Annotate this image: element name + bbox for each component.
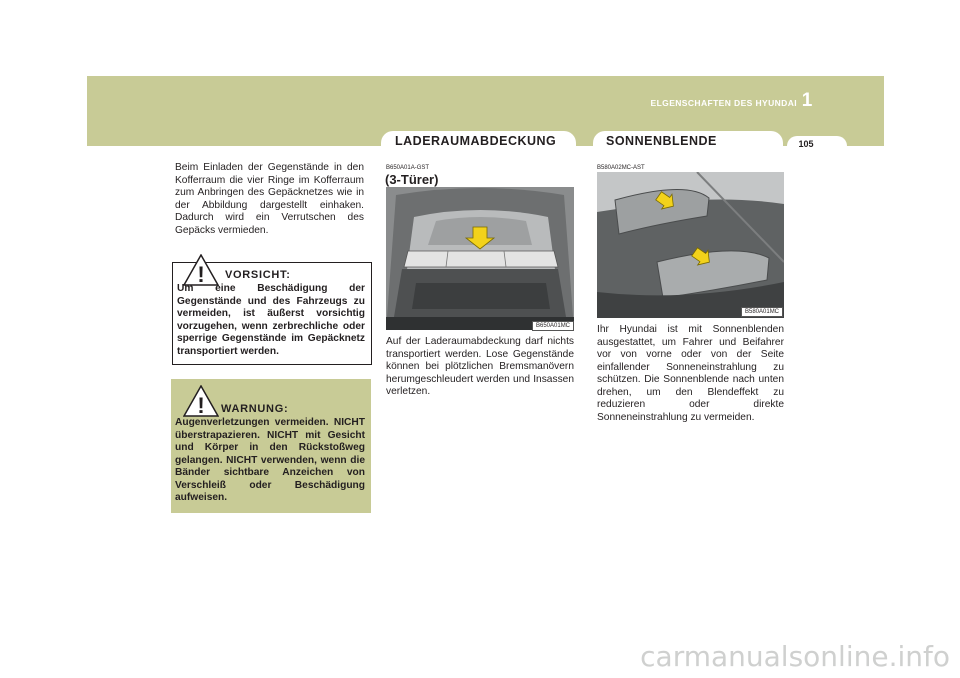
warning-box bbox=[171, 379, 371, 513]
sun-visor-text: Ihr Hyundai ist mit Sonnenblenden ausgestattet, um Fahrer und Beifahrer vor von vorne oder von der Seite einfallender Sonneneinstrahlung zu schützen. Die Sonnenblende nach unten drehen, um den Blendeffekt zu reduzieren oder direkte Sonneneinstrahlung zu vermeiden. bbox=[597, 324, 784, 423]
tab-laderaumabdeckung-label: LADERAUMABDECKUNG bbox=[395, 134, 557, 148]
cargo-cover-text: Auf der Laderaumabdeckung darf nichts transportiert werden. Lose Gegenstände können bei plötzlichen Bremsmanövern herumgeschleudert werden und Insassen verletzen. bbox=[386, 336, 574, 397]
exclamation-triangle-icon bbox=[183, 385, 219, 417]
chapter-number: 1 bbox=[801, 90, 813, 111]
tab-sonnenblende-label: SONNENBLENDE bbox=[606, 134, 717, 148]
section-heading: (3-Türer) bbox=[385, 172, 439, 187]
svg-text:!: ! bbox=[197, 262, 205, 286]
exclamation-triangle-icon bbox=[183, 254, 219, 286]
caution-text: Um eine Beschädigung der Gegenstände und des Fahrzeugs zu vermeiden, ist äußerst vorsichtig vorzugehen, wenn zerbrechliche oder sperrige Gegenstände im Gepäcknetz transportiert werden. bbox=[177, 283, 365, 357]
caution-title: VORSICHT: bbox=[225, 269, 291, 281]
section-code: B580A02MC-AST bbox=[597, 165, 645, 171]
chapter-title: ELGENSCHAFTEN DES HYUNDAI bbox=[650, 98, 797, 108]
image-caption: B580A01MC bbox=[741, 307, 783, 317]
warning-text: Augenverletzungen vermeiden. NICHT überstrapazieren. NICHT mit Gesicht und Körper in den Rückstoßweg gelangen. NICHT verwenden, wenn die Bänder sichtbare Anzeichen von Verschleiß oder Beschädigung aufweisen. bbox=[175, 417, 365, 503]
svg-text:!: ! bbox=[197, 393, 205, 417]
watermark: carmanualsonline.info bbox=[640, 640, 950, 673]
warning-title: WARNUNG: bbox=[221, 403, 289, 415]
image-caption: B650A01MC bbox=[532, 321, 574, 331]
section-code: B650A01A-GST bbox=[386, 165, 430, 171]
page-number: 105 bbox=[798, 139, 814, 149]
intro-text: Beim Einladen der Gegenstände in den Kofferraum die vier Ringe im Kofferraum zum Anbringen des Gepäcknetzes wie in der Abbildung dargestellt einhaken. Dadurch wird ein Verrutschen des Gepäcks vermieden. bbox=[175, 162, 364, 236]
caution-box bbox=[172, 262, 372, 365]
sun-visor-photo bbox=[597, 172, 784, 318]
cargo-cover-photo bbox=[386, 187, 574, 330]
